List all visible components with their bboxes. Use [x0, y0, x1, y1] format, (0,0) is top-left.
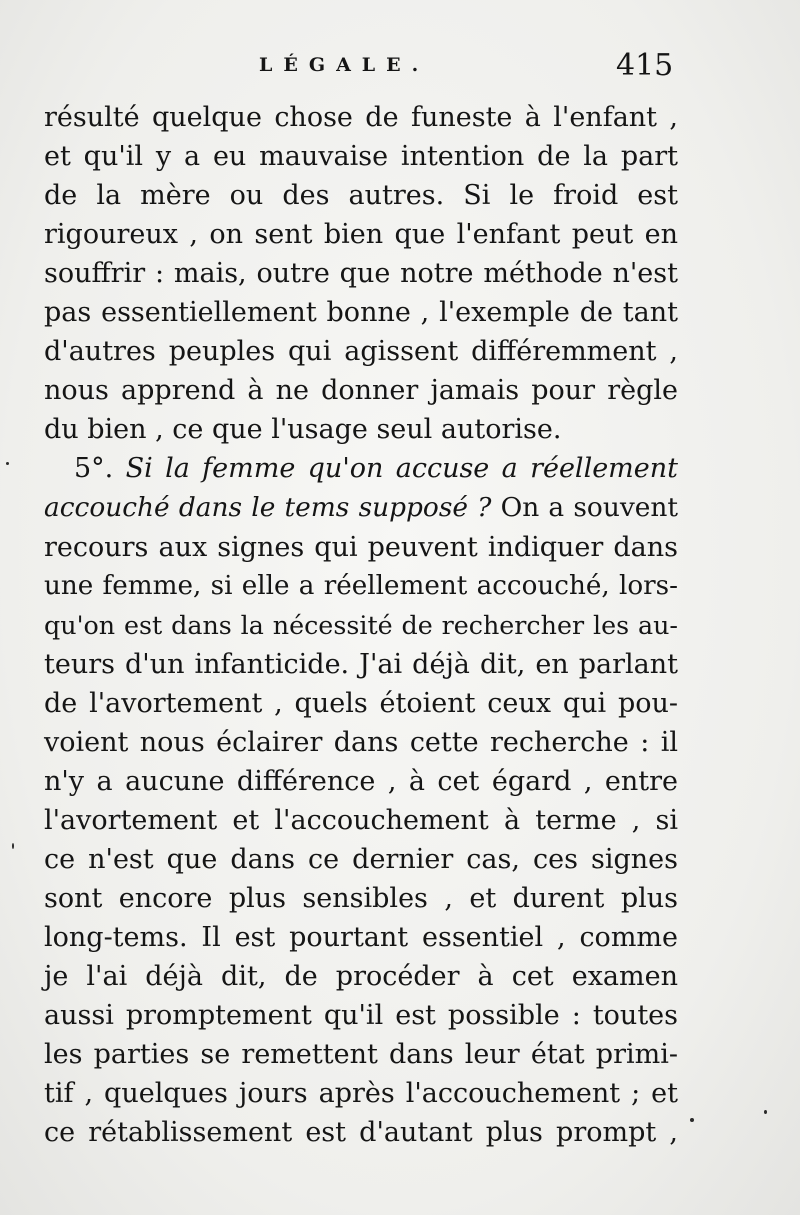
text-line	[44, 840, 678, 879]
text-segment: long-tems. Il est pourtant essentiel , comme	[44, 921, 678, 953]
text-line	[44, 1074, 678, 1113]
text-segment: résulté quelque chose de funeste à l'enfant ,	[44, 102, 678, 133]
text-segment: l'avortement et l'accouchement à terme , si	[44, 804, 678, 836]
text-segment: On a souvent	[491, 492, 678, 524]
text-segment: de l'avortement , quels étoient ceux qui pou-	[44, 687, 678, 719]
text-line	[44, 215, 678, 254]
text-segment: de la mère ou des autres. Si le froid est	[44, 180, 678, 212]
text-line	[44, 996, 678, 1035]
text-segment: d'autres peuples qui agissent différemment ,	[44, 336, 678, 368]
text-line	[44, 957, 678, 996]
text-line	[44, 762, 678, 801]
italic-text-segment: Si la femme qu'on accuse a réellement	[125, 453, 678, 485]
text-segment: recours aux signes qui peuvent indiquer dans	[44, 531, 678, 563]
text-line	[44, 879, 678, 918]
italic-text-segment: accouché dans le tems supposé ?	[44, 492, 492, 524]
text-line	[44, 371, 678, 410]
text-segment: une femme, si elle a réellement accouché, lors-	[44, 570, 678, 601]
text-line	[44, 488, 678, 527]
text-segment: pas essentiellement bonne , l'exemple de tant	[44, 297, 678, 329]
text-line	[44, 98, 678, 137]
text-segment: ce rétablissement est d'autant plus prompt ,	[44, 1117, 678, 1149]
text-segment: teurs d'un infanticide. J'ai déjà dit, en parlant	[44, 648, 678, 680]
text-line	[44, 410, 678, 449]
running-title: LÉGALE.	[259, 54, 430, 76]
text-segment: les parties se remettent dans leur état primi-	[44, 1039, 678, 1071]
ink-speck	[690, 1118, 694, 1122]
page-header	[0, 48, 800, 88]
text-line	[44, 567, 678, 606]
text-line	[44, 293, 678, 332]
text-line	[44, 645, 678, 684]
text-segment: souffrir : mais, outre que notre méthode n'est	[44, 258, 678, 290]
text-line	[44, 254, 678, 293]
text-segment: du bien , ce que l'usage seul autorise.	[44, 414, 562, 446]
text-line	[44, 801, 678, 840]
text-line	[44, 332, 678, 371]
text-segment: rigoureux , on sent bien que l'enfant peut en	[44, 219, 678, 251]
text-line	[44, 1113, 678, 1152]
ink-speck	[12, 843, 14, 849]
text-line	[44, 1035, 678, 1074]
text-line	[44, 918, 678, 957]
text-segment: et qu'il y a eu mauvaise intention de la part	[44, 141, 678, 173]
body-text	[44, 98, 678, 1152]
text-line	[44, 723, 678, 762]
ink-speck	[6, 462, 9, 465]
text-line	[44, 684, 678, 723]
page-number: 415	[616, 48, 674, 83]
ink-speck	[764, 1110, 767, 1114]
text-segment: 5°.	[74, 453, 126, 485]
text-segment: voient nous éclairer dans cette recherche : il	[44, 726, 678, 758]
text-segment: nous apprend à ne donner jamais pour règle	[44, 375, 678, 407]
text-segment: ce n'est que dans ce dernier cas, ces signes	[44, 843, 678, 875]
text-line	[44, 137, 678, 176]
text-line	[44, 449, 678, 488]
text-segment: aussi promptement qu'il est possible : toutes	[44, 1000, 678, 1032]
text-segment: qu'on est dans la nécessité de rechercher les au-	[44, 609, 678, 640]
text-segment: sont encore plus sensibles , et durent plus	[44, 882, 678, 914]
text-line	[44, 606, 678, 645]
text-line	[44, 528, 678, 567]
text-segment: je l'ai déjà dit, de procéder à cet examen	[44, 961, 678, 993]
text-segment: tif , quelques jours après l'accouchement ; et	[44, 1078, 678, 1110]
text-line	[44, 176, 678, 215]
text-segment: n'y a aucune différence , à cet égard , entre	[44, 765, 678, 797]
